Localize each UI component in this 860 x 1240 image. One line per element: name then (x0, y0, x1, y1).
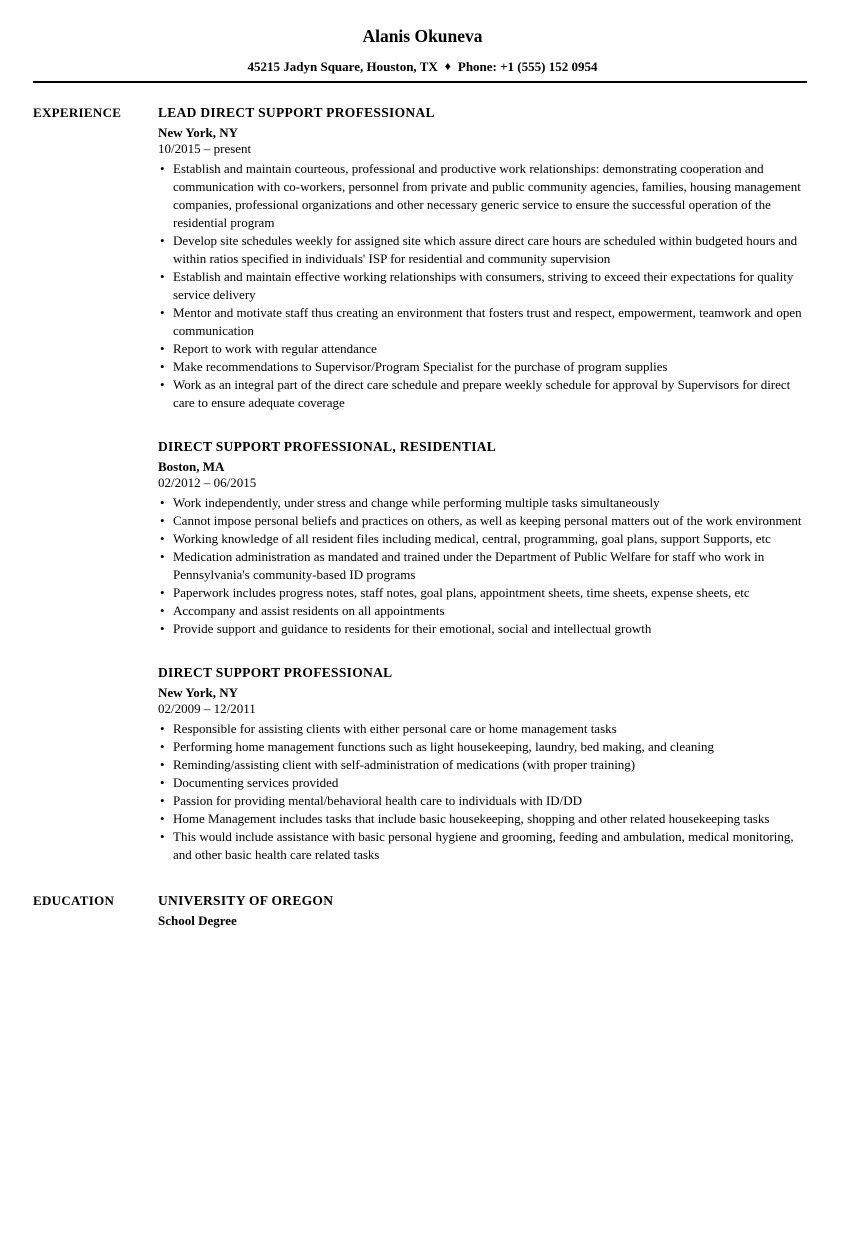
address-text: 45215 Jadyn Square, Houston, TX (247, 59, 438, 74)
job-location: Boston, MA (158, 459, 225, 474)
diamond-icon: ♦ (444, 59, 451, 73)
job-bullets (158, 160, 812, 412)
education-section (33, 891, 812, 929)
bullet-item: • Cannot impose personal beliefs and practices on others, as well as keeping personal matters out of the work environment (173, 512, 812, 530)
section-label-education: EDUCATION (33, 893, 115, 908)
job-bullets (158, 494, 812, 638)
school-name: UNIVERSITY OF OREGON (158, 893, 334, 908)
bullet-item: • Develop site schedules weekly for assigned site which assure direct care hours are scheduled within budgeted hours and within ratios specified in individuals' ISP for residential and community supervision (173, 232, 812, 268)
job-dates: 02/2009 – 12/2011 (158, 701, 256, 716)
bullet-item: • Paperwork includes progress notes, staff notes, goal plans, appointment sheets, time sheets, expense sheets, etc (173, 584, 812, 602)
bullet-item: • Work as an integral part of the direct care schedule and prepare weekly schedule for approval by Supervisors for direct care to ensure adequate coverage (173, 376, 812, 412)
bullet-item: • Working knowledge of all resident files including medical, central, programming, goal plans, support Supports, etc (173, 530, 812, 548)
resume-header (33, 26, 812, 83)
experience-content (158, 103, 812, 864)
bullet-item: • Make recommendations to Supervisor/Program Specialist for the purchase of program supplies (173, 358, 812, 376)
bullet-item: • This would include assistance with basic personal hygiene and grooming, feeding and ambulation, medical monitoring, and other basic health care related tasks (173, 828, 812, 864)
bullet-item: • Accompany and assist residents on all appointments (173, 602, 812, 620)
bullet-item: • Responsible for assisting clients with either personal care or home management tasks (173, 720, 812, 738)
bullet-item: • Work independently, under stress and change while performing multiple tasks simultaneously (173, 494, 812, 512)
phone-text: Phone: +1 (555) 152 0954 (457, 59, 598, 74)
person-name: Alanis Okuneva (362, 26, 483, 46)
job-title: LEAD DIRECT SUPPORT PROFESSIONAL (158, 105, 435, 120)
bullet-item: • Documenting services provided (173, 774, 812, 792)
education-content (158, 891, 812, 929)
bullet-item: • Medication administration as mandated and trained under the Department of Public Welfare for staff who work in Pennsylvania's community-based ID programs (173, 548, 812, 584)
job-entry (158, 103, 812, 412)
bullet-item: • Performing home management functions such as light housekeeping, laundry, bed making, and cleaning (173, 738, 812, 756)
bullet-item: • Mentor and motivate staff thus creating an environment that fosters trust and respect, empowerment, teamwork and open communication (173, 304, 812, 340)
job-dates: 02/2012 – 06/2015 (158, 475, 257, 490)
job-dates: 10/2015 – present (158, 141, 252, 156)
job-bullets (158, 720, 812, 864)
header-divider (33, 81, 807, 83)
job-title: DIRECT SUPPORT PROFESSIONAL, RESIDENTIAL (158, 439, 497, 454)
contact-line (33, 59, 812, 75)
bullet-item: • Home Management includes tasks that include basic housekeeping, shopping and other related housekeeping tasks (173, 810, 812, 828)
job-location: New York, NY (158, 685, 239, 700)
experience-section (33, 103, 812, 864)
bullet-item: • Establish and maintain courteous, professional and productive work relationships: demonstrating cooperation and communication with co-workers, personnel from private and public community agencies, families, housing management companies, professional organizations and other necessary generic service to ensure the successful operation of the residential program (173, 160, 812, 232)
bullet-item: • Reminding/assisting client with self-administration of medications (with proper training) (173, 756, 812, 774)
job-location: New York, NY (158, 125, 239, 140)
bullet-item: • Establish and maintain effective working relationships with consumers, striving to exceed their expectations for quality service delivery (173, 268, 812, 304)
bullet-item: • Report to work with regular attendance (173, 340, 812, 358)
bullet-item: • Passion for providing mental/behavioral health care to individuals with ID/DD (173, 792, 812, 810)
job-entry (158, 437, 812, 638)
degree-name: School Degree (158, 913, 237, 928)
bullet-item: • Provide support and guidance to residents for their emotional, social and intellectual growth (173, 620, 812, 638)
job-entry (158, 663, 812, 864)
job-title: DIRECT SUPPORT PROFESSIONAL (158, 665, 393, 680)
section-label-experience: EXPERIENCE (33, 105, 122, 120)
